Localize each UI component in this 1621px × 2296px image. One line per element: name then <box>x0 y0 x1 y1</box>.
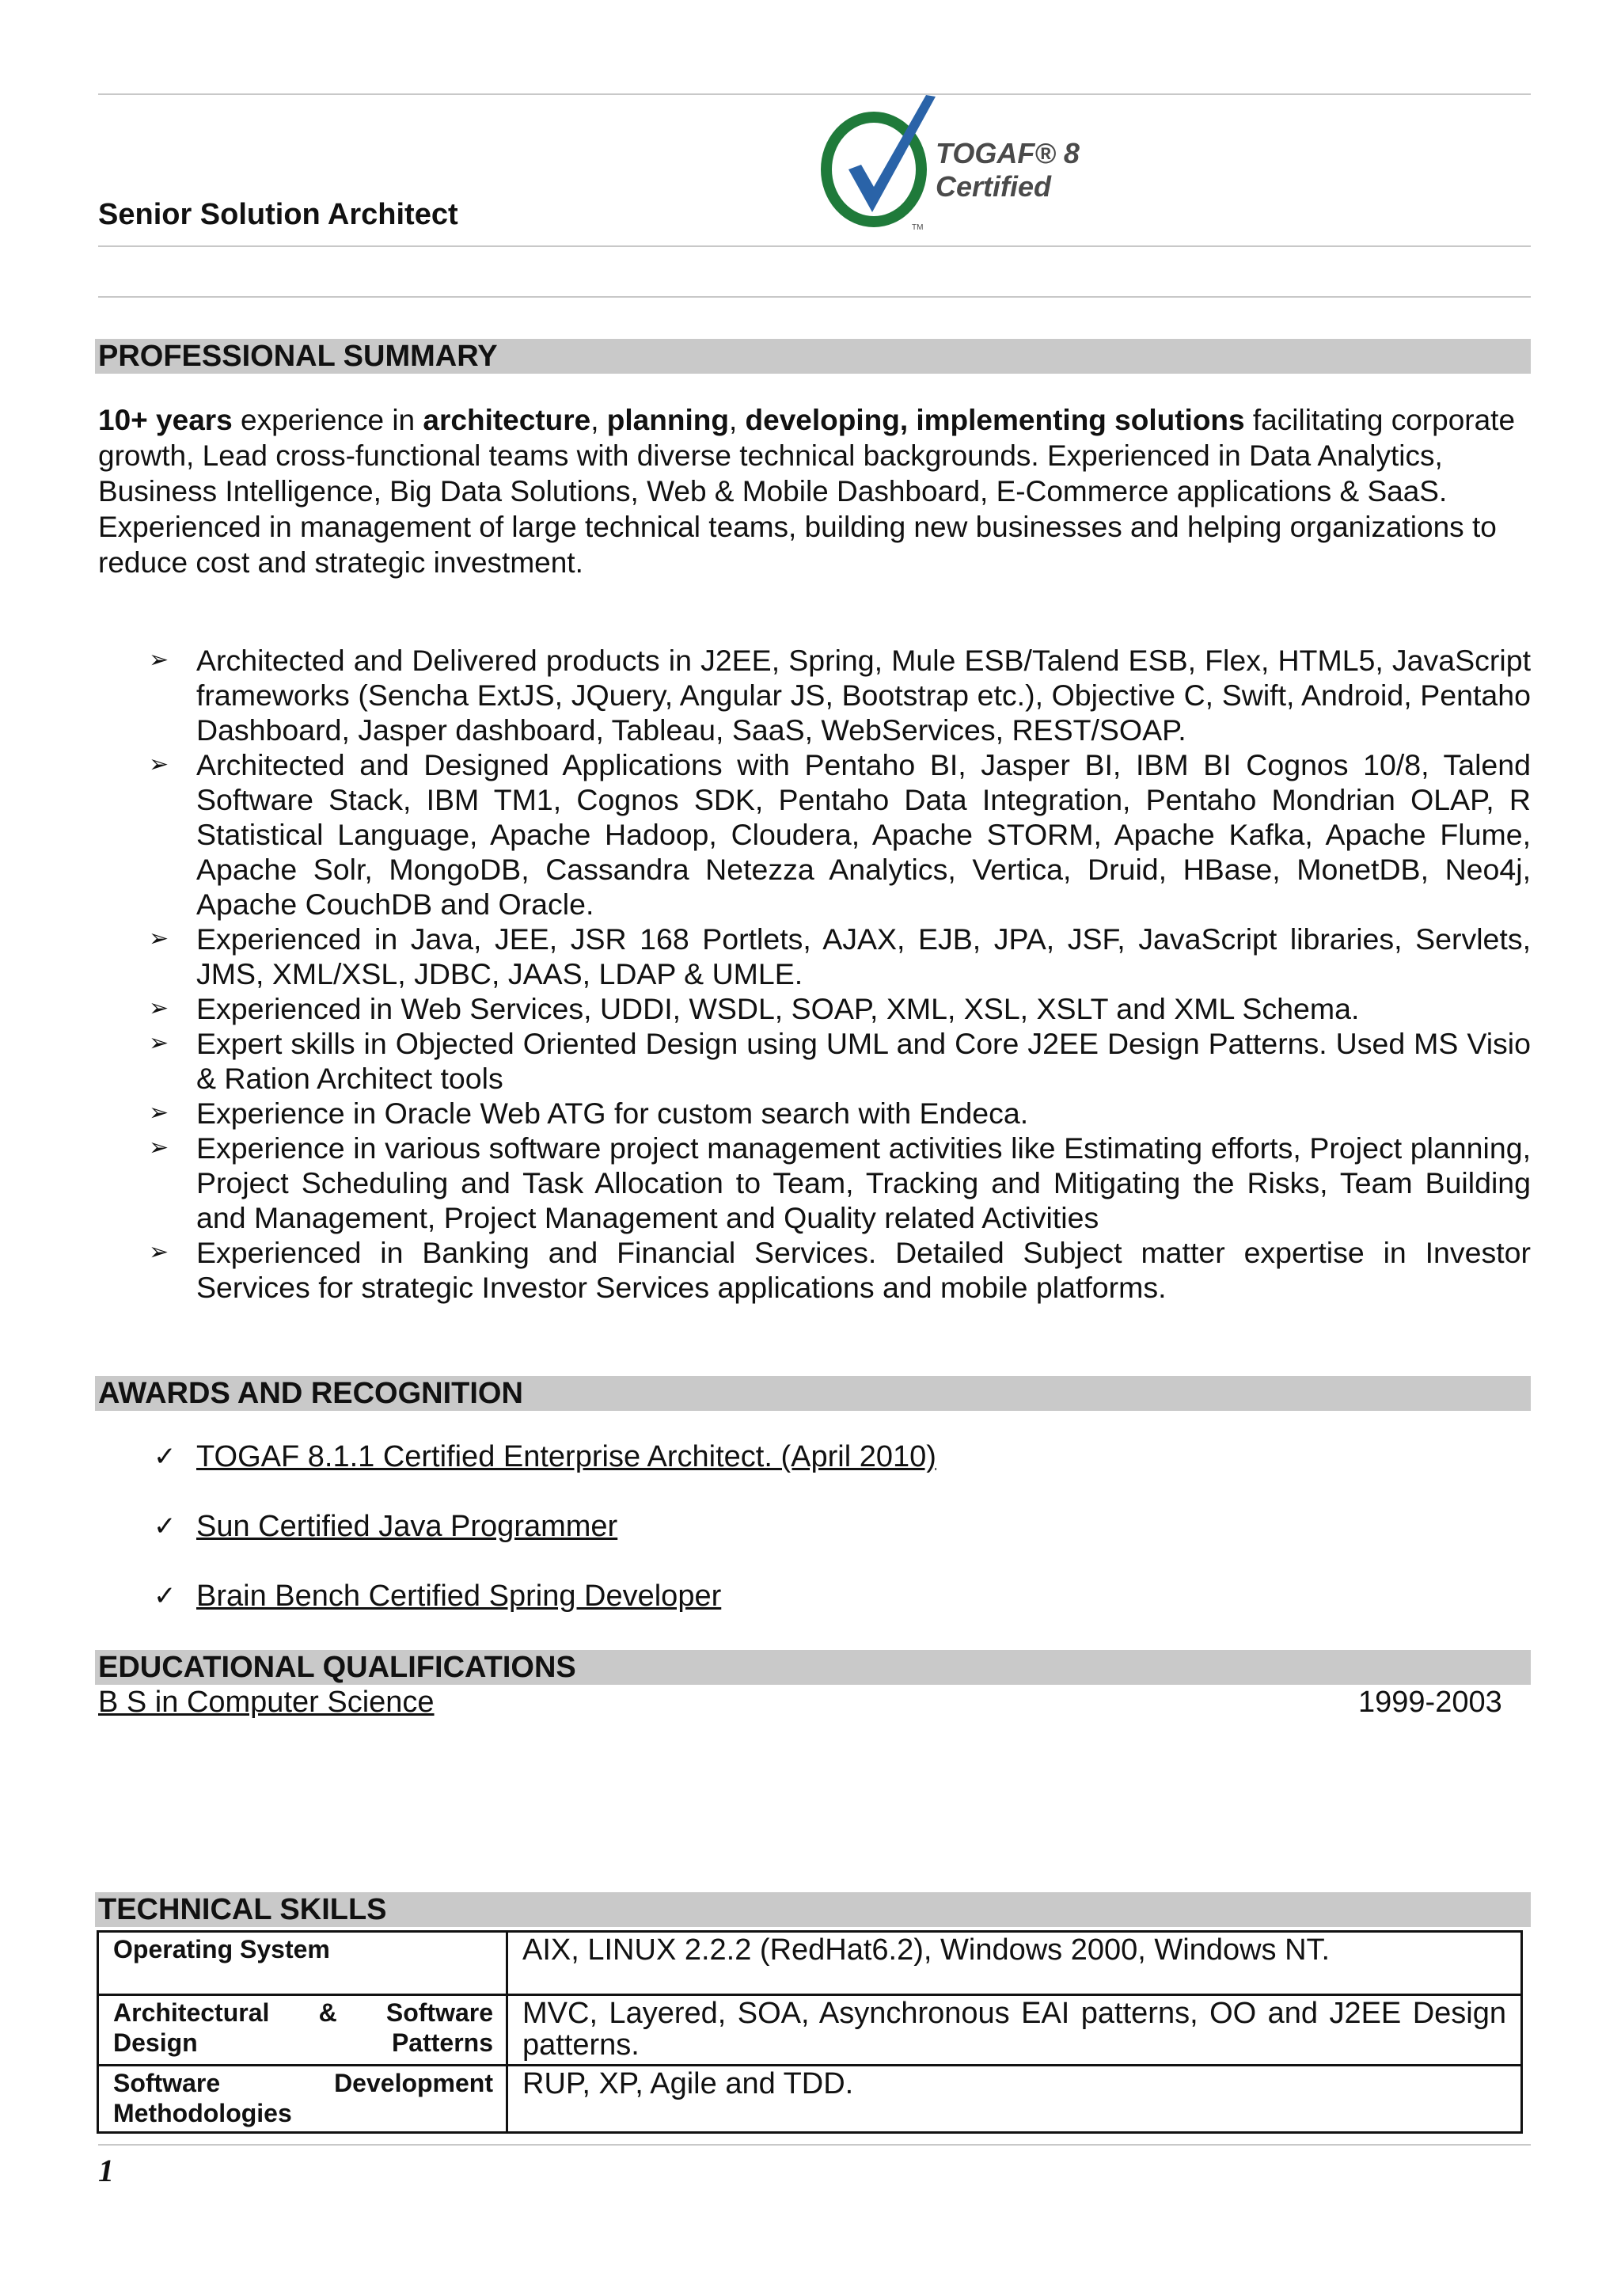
skill-value: AIX, LINUX 2.2.2 (RedHat6.2), Windows 2000, Windows NT. <box>507 1932 1522 1995</box>
summary-paragraph <box>98 402 1523 580</box>
rule <box>98 296 1531 298</box>
degree-years: 1999-2003 <box>1358 1686 1502 1719</box>
bullet-text: Expert skills in Objected Oriented Design using UML and Core J2EE Design Patterns. Used MS Visio & Ration Architect tools <box>196 1027 1531 1095</box>
bullet-text: Experience in Oracle Web ATG for custom search with Endeca. <box>196 1097 1029 1130</box>
footer-rule <box>98 2144 1531 2146</box>
arrow-bullet-icon: ➢ <box>149 1029 169 1057</box>
award-link[interactable]: Brain Bench Certified Spring Developer <box>196 1579 722 1613</box>
list-item <box>98 1509 1523 1579</box>
skill-value: RUP, XP, Agile and TDD. <box>507 2066 1522 2133</box>
page-number: 1 <box>98 2153 114 2188</box>
skill-key: Operating System <box>98 1932 507 1995</box>
list-item <box>98 1579 1523 1648</box>
bullet-text: Experienced in Java, JEE, JSR 168 Portlets, AJAX, EJB, JPA, JSF, JavaScript libraries, Servlets, JMS, XML/XSL, JDBC, JAAS, LDAP & UMLE. <box>196 922 1531 990</box>
list-item <box>98 747 1531 922</box>
bullet-text: Experienced in Banking and Financial Services. Detailed Subject matter expertise in Investor Services for strategic Investor Services applications and mobile platforms. <box>196 1236 1531 1304</box>
list-item <box>98 1235 1531 1305</box>
skills-table <box>97 1930 1523 2134</box>
summary-text: facilitating corporate growth, Lead cross-functional teams with diverse technical backgrounds. Experienced in Data Analytics, Business Intelligence, Big Data Solutions, Web & Mobile Dashboard, E-Commerce applications & SaaS. Experienced in management of large technical teams, building new businesses and helping organizations to reduce cost and strategic investment. <box>98 404 1516 579</box>
job-title: Senior Solution Architect <box>98 198 458 231</box>
arrow-bullet-icon: ➢ <box>149 751 169 778</box>
list-item <box>98 1026 1531 1096</box>
bullet-text: Experienced in Web Services, UDDI, WSDL, SOAP, XML, XSL, XSLT and XML Schema. <box>196 992 1360 1025</box>
bullet-text: Experience in various software project management activities like Estimating efforts, Project planning, Project Scheduling and Task Allocation to Team, Tracking and Mitigating the Risks, Team Building and Management, Project Management and Quality related Activities <box>196 1131 1531 1234</box>
togaf-certified-logo <box>817 93 1102 233</box>
summary-text: experience in <box>232 404 423 436</box>
skill-value: MVC, Layered, SOA, Asynchronous EAI patterns, OO and J2EE Design patterns. <box>507 1995 1522 2066</box>
summary-text: , <box>728 404 746 436</box>
check-icon: ✓ <box>154 1441 177 1473</box>
table-row <box>98 2066 1522 2133</box>
check-icon: ✓ <box>154 1580 177 1612</box>
list-item <box>98 1131 1531 1235</box>
logo-text-line1: TOGAF® 8 <box>936 137 1080 169</box>
bullet-text: Architected and Designed Applications with Pentaho BI, Jasper BI, IBM BI Cognos 10/8, Talend Software Stack, IBM TM1, Cognos SDK, Pentaho Data Integration, Pentaho Mondrian OLAP, R Statistical Language, Apache Hadoop, Cloudera, Apache STORM, Apache Kafka, Apache Flume, Apache Solr, MongoDB, Cassandra Netezza Analytics, Vertica, Druid, HBase, MonetDB, Neo4j, Apache CouchDB and Oracle. <box>196 748 1531 921</box>
list-item <box>98 1439 1523 1509</box>
arrow-bullet-icon: ➢ <box>149 994 169 1022</box>
arrow-bullet-icon: ➢ <box>149 1134 169 1161</box>
list-item <box>98 991 1531 1026</box>
summary-text: planning <box>606 404 729 436</box>
list-item <box>98 643 1531 747</box>
arrow-bullet-icon: ➢ <box>149 646 169 674</box>
bullet-text: Architected and Delivered products in J2EE, Spring, Mule ESB/Talend ESB, Flex, HTML5, JavaScript frameworks (Sencha ExtJS, JQuery, Angular JS, Bootstrap etc.), Objective C, Swift, Android, Pentaho Dashboard, Jasper dashboard, Tableau, SaaS, WebServices, REST/SOAP. <box>196 644 1531 747</box>
summary-text: , <box>590 404 607 436</box>
arrow-bullet-icon: ➢ <box>149 1099 169 1127</box>
skill-key: Architectural & Software Design Patterns <box>98 1995 507 2066</box>
summary-text: developing, implementing solutions <box>745 404 1245 436</box>
skill-key: Software Development Methodologies <box>98 2066 507 2133</box>
summary-text: architecture <box>423 404 591 436</box>
section-awards: AWARDS AND RECOGNITION <box>95 1376 1531 1411</box>
arrow-bullet-icon: ➢ <box>149 1238 169 1266</box>
logo-text-line2: Certified <box>936 170 1052 203</box>
list-item <box>98 1096 1531 1131</box>
awards-list <box>98 1439 1523 1648</box>
degree-link[interactable]: B S in Computer Science <box>98 1686 435 1719</box>
check-icon: ✓ <box>154 1511 177 1542</box>
top-rule <box>98 93 1531 95</box>
table-row <box>98 1932 1522 1995</box>
list-item <box>98 922 1531 991</box>
award-link[interactable]: TOGAF 8.1.1 Certified Enterprise Architect. (April 2010) <box>196 1440 936 1473</box>
rule <box>98 245 1531 247</box>
arrow-bullet-icon: ➢ <box>149 925 169 952</box>
section-education: EDUCATIONAL QUALIFICATIONS <box>95 1650 1531 1685</box>
award-link[interactable]: Sun Certified Java Programmer <box>196 1510 618 1543</box>
section-technical-skills: TECHNICAL SKILLS <box>95 1892 1531 1927</box>
experience-bullets <box>98 643 1531 1305</box>
summary-text: 10+ years <box>98 404 233 436</box>
table-row <box>98 1995 1522 2066</box>
section-professional-summary: PROFESSIONAL SUMMARY <box>95 339 1531 374</box>
logo-tm: TM <box>912 223 924 232</box>
